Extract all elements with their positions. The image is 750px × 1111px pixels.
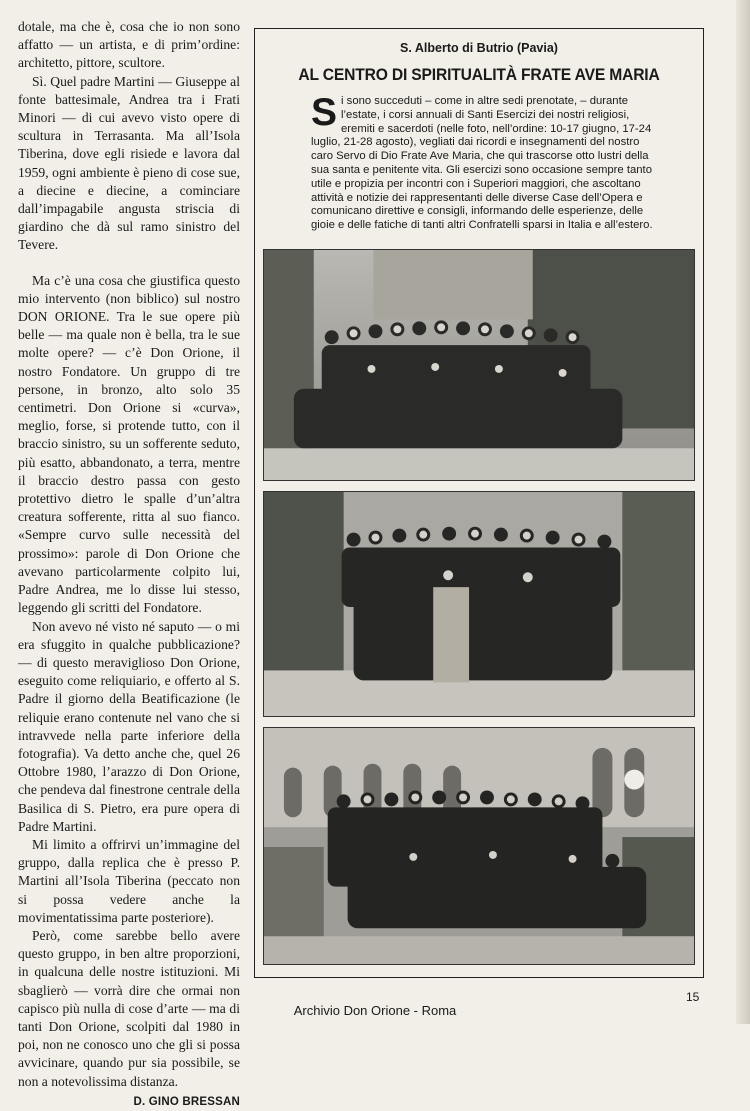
article-box xyxy=(254,28,704,978)
article-headline: AL CENTRO DI SPIRITUALITÀ FRATE AVE MARIA xyxy=(298,65,660,84)
article-location: S. Alberto di Butrio (Pavia) xyxy=(400,41,558,55)
group-photo-august xyxy=(263,727,695,965)
paragraph: dotale, ma che è, cosa che io non sono affatto — un artista, e di prim’ordine: architetto, pittore, scultore. xyxy=(18,19,240,71)
paragraph: Mi limito a offrirvi un’immagine del gruppo, dalla replica che è presso P. Martini all’Isola Tiberina (peccato non si possa vedere anche la movimentatissima parte posteriore). xyxy=(18,836,240,925)
group-photo-july xyxy=(263,491,695,717)
page-number: 15 xyxy=(686,990,700,1004)
drop-cap: S xyxy=(311,91,338,134)
paragraph: Sì. Quel padre Martini — Giuseppe al fonte battesimale, Andrea tra i Frati Minori — di cui avevo visto opere di scultura in Terrasanta. Ma all’Isola Tiberina, dove egli risiede e lavora dal 1959, ogni ambiente è pieno di cose sue, a diecine e diecine, a cominciare dall’impagabile angusta striscia di giardino che dà sul ramo sinistro del Tevere. xyxy=(18,73,240,253)
archive-footer: Archivio Don Orione - Roma xyxy=(293,1003,457,1018)
page-edge xyxy=(736,0,750,1024)
paragraph: Però, come sarebbe bello avere questo gruppo, in ben altre proporzioni, in qualcuna delle nostre istituzioni. Mi sbaglierò — vorrà dire che ormai non capisco più nulla di cose d’arte — ma di tanti Don Orione, scolpiti dal 1980 in poi, non ne conosco uno che gli si possa avvicinare, quando pur sia possibile, se non a notevolissima distanza. xyxy=(18,927,240,1089)
left-column xyxy=(18,18,240,1111)
paragraph: Ma c’è una cosa che giustifica questo mio intervento (non biblico) sul nostro DON ORIONE. Tra le sue opere più belle — ma quale non è bella, tra le sue molte opere? — c’è Don Orione, il nostro Fondatore. Un gruppo di tre persone, in bronzo, alto solo 35 centimetri. Don Orione si «curva», meglio, forse, si protende tutto, con il braccio sinistro, su un sofferente seduto, più esatto, abbandonato, a terra, mentre il braccio destro passa con gesto protettivo dietro le spalle d’un’altra creatura sofferente, ritta al suo fianco. «Sempre curvo sulle necessità del prossimo»: parole di Don Orione che avevano particolarmente colpito lui, Padre Andrea, me lo disse lui stesso, leggendo gli scritti del Fondatore. xyxy=(18,272,240,616)
group-photo-june xyxy=(263,249,695,481)
article-body-text: i sono succeduti – come in altre sedi prenotate, – durante l’estate, i corsi annuali di Santi Esercizi dei nostri religiosi, eremiti e sacerdoti (nelle foto, nell’ordine: 10-17 giugno, 17-24 luglio, 21-28 agosto), vegliati dai ricordi e insegnamenti del nostro caro Servo di Dio Frate Ave Maria, che qui trascorse otto lustri della sua santa e penitente vita. Gli esercizi sono occasione sempre tanto utile e propizia per incontri con i Superiori maggiori, che ascoltano attività e notizie dei rappresentanti delle diverse Case dell’Opera e comunicano direttive e consigli, informando delle esperienze, delle gioie e delle fatiche di tanti altri Confratelli sparsi in Italia e all’estero. xyxy=(311,95,653,232)
author-signature: D. GINO BRESSAN xyxy=(133,1095,240,1108)
article-body xyxy=(311,91,657,233)
paragraph: Non avevo né visto né saputo — o mi era sfuggito in qualche pubblicazione? — di questo meraviglioso Don Orione, eseguito come reliquiario, e offerto al S. Padre il giorno della Beatificazione (le reliquie erano contenute nel vano che si intravvede nella parte inferiore della fotografia). Va detto anche che, quel 26 Ottobre 1980, l’arazzo di Don Orione, che pendeva dal finestrone centrale della Basilica di S. Pietro, era pure opera di Padre Martini. xyxy=(18,618,240,834)
